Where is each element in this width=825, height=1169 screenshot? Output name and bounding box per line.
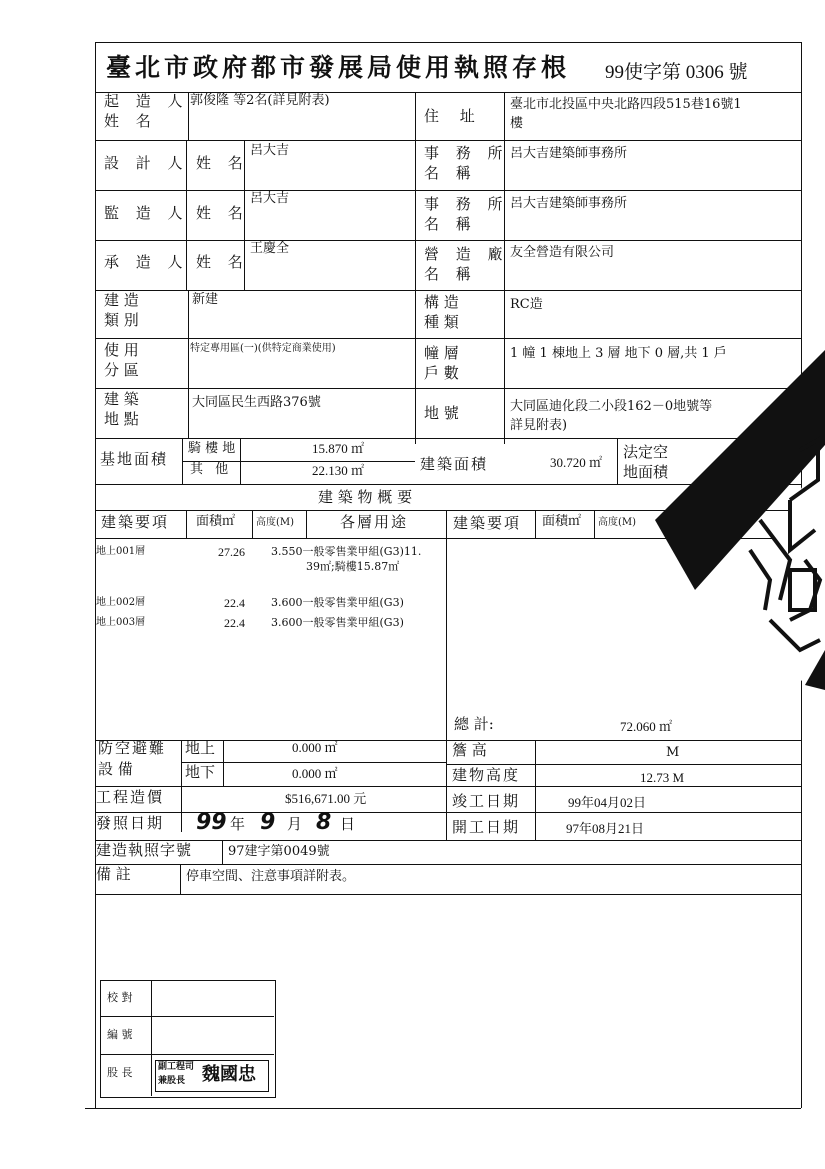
col-item: 建築要項 <box>101 513 170 531</box>
lot-value-2: 詳見附表) <box>510 418 568 433</box>
floor-extra: 39㎡;騎樓15.87㎡ <box>306 560 400 573</box>
builder-label: 起 造 人 <box>104 92 189 110</box>
height-value: 12.73 M <box>640 770 685 785</box>
address-label: 住 址 <box>424 107 483 125</box>
completion-label: 竣工日期 <box>452 792 521 810</box>
supervisor-name-label: 姓 名 <box>196 204 249 222</box>
stamp-name: 魏國忠 <box>202 1064 256 1085</box>
supervisor-office-label: 事 務 所 <box>424 195 509 213</box>
col-area-2: 面積㎡ <box>542 514 582 529</box>
designer-office-label: 事 務 所 <box>424 144 509 162</box>
col-area: 面積㎡ <box>196 514 236 529</box>
floor-area: 22.4 <box>224 616 245 630</box>
total-label: 總 計: <box>454 715 494 733</box>
floor-area: 27.26 <box>218 545 245 559</box>
stamp-title: 副工程司 <box>158 1062 195 1072</box>
designer-office: 呂大吉建築師事務所 <box>510 146 628 161</box>
floor-name: 地上001層 <box>96 546 146 557</box>
contractor-office-label: 營 造 廠 <box>424 245 509 263</box>
other-value: 22.130 ㎡ <box>312 463 365 478</box>
rule <box>95 338 801 339</box>
rule <box>182 461 415 462</box>
address-value: 臺北市北投區中央北路四段515巷16號1 <box>510 97 742 112</box>
legal-open-label-2: 地面積 <box>623 463 669 481</box>
floors-label-2: 戶 數 <box>424 364 459 382</box>
rule <box>95 864 801 865</box>
rule <box>95 190 801 191</box>
rule <box>95 840 801 841</box>
rule <box>535 740 536 840</box>
stamp-role: 兼股長 <box>158 1076 186 1086</box>
rule <box>188 290 189 438</box>
rule <box>100 1016 274 1017</box>
designer-name: 呂大吉 <box>250 143 290 158</box>
chief-label: 股 長 <box>107 1066 133 1079</box>
issue-day-unit: 日 <box>340 815 356 833</box>
rule <box>252 510 253 538</box>
address-value-2: 樓 <box>510 116 524 131</box>
completion-value: 99年04月02日 <box>568 795 647 810</box>
site-value: 大同區民生西路376號 <box>192 395 321 410</box>
rule <box>95 240 801 241</box>
supervisor-label: 監 造 人 <box>104 204 189 222</box>
issue-month: 9 <box>260 810 276 835</box>
issue-label: 發照日期 <box>96 814 165 832</box>
builder-name-label: 姓 名 <box>104 112 157 130</box>
permit-number: 99使字第 0306 號 <box>605 62 748 83</box>
cost-value: $516,671.00 元 <box>285 791 367 806</box>
rule <box>95 786 801 787</box>
rule <box>180 864 181 894</box>
overview-title: 建 築 物 概 要 <box>318 488 413 506</box>
rule <box>188 92 189 140</box>
floor-name: 地上002層 <box>96 597 146 608</box>
rule <box>151 980 152 1096</box>
rule <box>306 510 307 538</box>
floors-label: 幢 層 <box>424 344 459 362</box>
rule <box>95 894 801 895</box>
issue-year: 99 <box>196 810 227 835</box>
rule <box>415 92 416 444</box>
use-zone-label-2: 分 區 <box>104 361 139 379</box>
diagonal-seal-stamp <box>640 350 825 690</box>
start-value: 97年08月21日 <box>566 821 645 836</box>
structure-value: RC造 <box>510 297 543 312</box>
rule <box>446 764 801 765</box>
below-value: 0.000 ㎡ <box>292 766 338 781</box>
page-title: 臺北市政府都市發展局使用執照存根 <box>106 53 571 82</box>
use-zone-value: 特定專用區(一)(供特定商業使用) <box>190 343 336 354</box>
rule <box>100 1054 274 1055</box>
note-value: 停車空間、注意事項詳附表。 <box>186 869 356 884</box>
col-use: 各層用途 <box>340 513 409 531</box>
base-area-label: 基地面積 <box>100 450 169 468</box>
above-value: 0.000 ㎡ <box>292 740 338 755</box>
frame-left <box>95 42 96 1108</box>
total-value: 72.060 ㎡ <box>620 719 673 734</box>
col-height: 高度(M) <box>256 517 295 528</box>
contractor-name-label: 姓 名 <box>196 253 249 271</box>
rule <box>95 140 801 141</box>
below-label: 地下 <box>185 763 216 781</box>
site-label: 建 築 <box>104 390 139 408</box>
arcade-label: 騎 樓 地 <box>188 441 236 456</box>
shelter-label: 防空避難 <box>98 739 167 757</box>
rule <box>446 740 447 840</box>
serial-label: 編 號 <box>107 1028 133 1041</box>
supervisor-name: 呂大吉 <box>250 191 290 206</box>
contractor-label: 承 造 人 <box>104 253 189 271</box>
floors-value: 1 幢 1 棟地上 3 層 地下 0 層,共 1 戶 <box>510 346 727 361</box>
legal-open-label: 法定空 <box>623 443 669 461</box>
designer-label: 設 計 人 <box>104 154 189 172</box>
rule <box>181 762 446 763</box>
cost-label: 工程造價 <box>96 788 165 806</box>
permit-value: 97建字第0049號 <box>228 844 330 859</box>
other-label: 其 他 <box>190 462 233 477</box>
structure-label-2: 種 類 <box>424 313 459 331</box>
eave-label: 簷 高 <box>452 741 487 759</box>
issue-year-unit: 年 <box>230 815 246 833</box>
rule <box>535 510 536 538</box>
arcade-value: 15.870 ㎡ <box>312 441 365 456</box>
contractor-name: 王慶全 <box>250 241 290 256</box>
above-label: 地上 <box>185 739 216 757</box>
lot-label: 地 號 <box>424 404 459 422</box>
contractor-office-label-2: 名 稱 <box>424 265 477 283</box>
rule <box>95 290 801 291</box>
rule <box>446 510 447 740</box>
designer-name-label: 姓 名 <box>196 154 249 172</box>
floor-height-use: 3.600一般零售業甲組(G3) <box>271 616 404 629</box>
supervisor-office-label-2: 名 稱 <box>424 215 477 233</box>
building-area-label: 建築面積 <box>420 455 489 473</box>
check-label: 校 對 <box>107 991 133 1004</box>
use-zone-label: 使 用 <box>104 341 139 359</box>
rule <box>223 740 224 786</box>
rule <box>594 510 595 538</box>
designer-office-label-2: 名 稱 <box>424 164 477 182</box>
note-label: 備 註 <box>96 865 131 883</box>
build-type-value: 新建 <box>192 292 219 307</box>
build-type-label-2: 類 別 <box>104 311 139 329</box>
supervisor-office: 呂大吉建築師事務所 <box>510 196 628 211</box>
shelter-label-2: 設 備 <box>98 760 133 778</box>
floor-height-use: 3.600一般零售業甲組(G3) <box>271 596 404 609</box>
chief-stamp <box>155 1060 269 1092</box>
col-item-2: 建築要項 <box>453 514 522 532</box>
structure-label: 構 造 <box>424 293 459 311</box>
issue-month-unit: 月 <box>287 815 303 833</box>
site-label-2: 地 點 <box>104 410 139 428</box>
issue-day: 8 <box>316 810 332 835</box>
frame-bottom <box>85 1108 801 1109</box>
height-label: 建物高度 <box>452 766 521 784</box>
rule <box>222 840 223 864</box>
build-type-label: 建 造 <box>104 291 139 309</box>
start-label: 開工日期 <box>452 818 521 836</box>
floor-name: 地上003層 <box>96 617 146 628</box>
building-area-value: 30.720 ㎡ <box>550 455 603 470</box>
frame-top <box>95 42 801 43</box>
contractor-office: 友全營造有限公司 <box>510 245 615 260</box>
floor-area: 22.4 <box>224 596 245 610</box>
col-height-2: 高度(M) <box>598 517 637 528</box>
permit-label: 建造執照字號 <box>96 841 193 859</box>
lot-value: 大同區迪化段二小段162－0地號等 <box>510 399 713 414</box>
floor-height-use: 3.550一般零售業甲組(G3)11. <box>271 545 422 558</box>
rule <box>617 438 618 484</box>
eave-value: M <box>666 745 680 760</box>
builder-name: 郭俊隆 等2名(詳見附表) <box>190 93 330 108</box>
rule <box>186 510 187 538</box>
